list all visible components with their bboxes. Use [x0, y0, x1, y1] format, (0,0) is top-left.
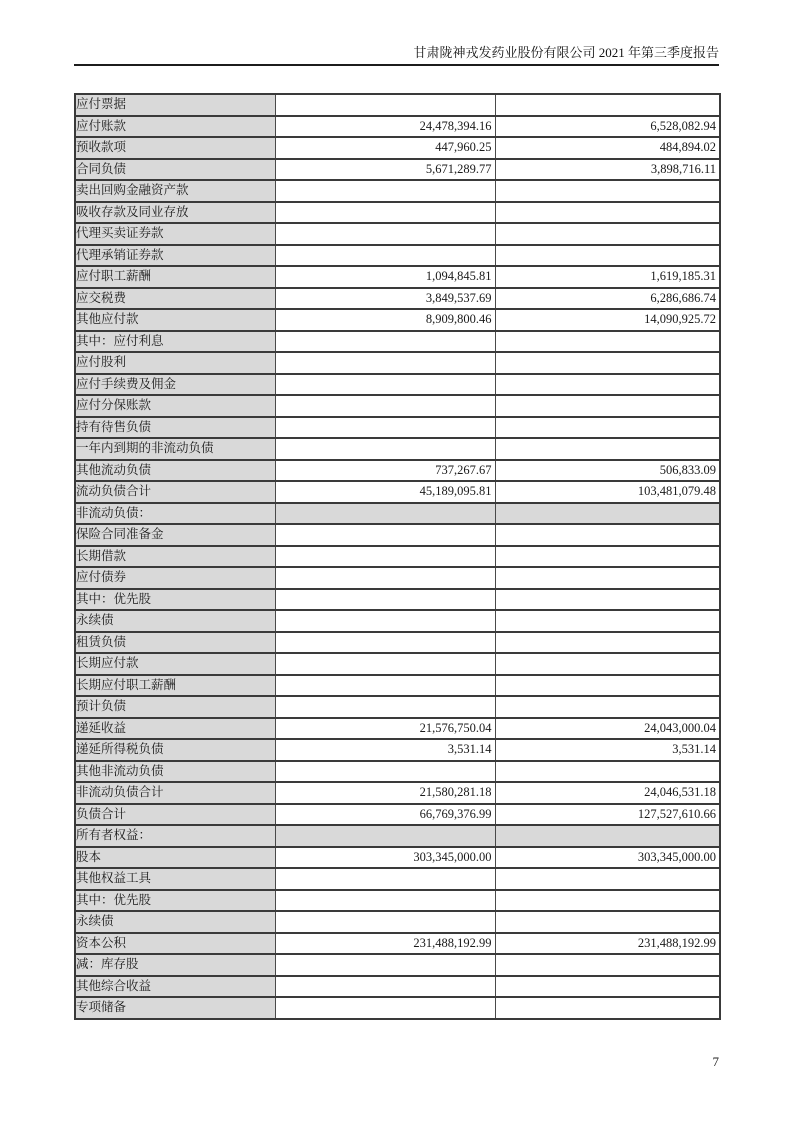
table-row: [75, 159, 720, 181]
row-label: 递延收益: [75, 718, 275, 740]
row-label: 负债合计: [75, 804, 275, 826]
value-cell-col2: [495, 610, 720, 632]
value-cell-col2: 1,619,185.31: [495, 266, 720, 288]
value-cell-col2: 14,090,925.72: [495, 309, 720, 331]
value-cell-col1: [275, 653, 495, 675]
value-cell-col2: 24,043,000.04: [495, 718, 720, 740]
table-row: [75, 524, 720, 546]
value-cell-col2: [495, 546, 720, 568]
value-cell-col1: [275, 223, 495, 245]
value-cell-col2: 6,528,082.94: [495, 116, 720, 138]
value-cell-col1: [275, 374, 495, 396]
table-row: [75, 610, 720, 632]
value-cell-col1: [275, 395, 495, 417]
value-cell-col1: [275, 589, 495, 611]
value-cell-col1: [275, 976, 495, 998]
row-label: 应付职工薪酬: [75, 266, 275, 288]
table-row: [75, 137, 720, 159]
value-cell-col2: [495, 395, 720, 417]
value-cell-col1: [275, 610, 495, 632]
table-row: [75, 395, 720, 417]
row-label: 其中：应付利息: [75, 331, 275, 353]
row-label: 减：库存股: [75, 954, 275, 976]
table-row: [75, 847, 720, 869]
value-cell-col2: 303,345,000.00: [495, 847, 720, 869]
table-row: [75, 417, 720, 439]
table-row: [75, 331, 720, 353]
row-label: 其他权益工具: [75, 868, 275, 890]
value-cell-col1: [275, 567, 495, 589]
value-cell-col1: [275, 180, 495, 202]
row-label: 长期应付职工薪酬: [75, 675, 275, 697]
value-cell-col1: [275, 331, 495, 353]
value-cell-col2: [495, 438, 720, 460]
value-cell-col1: 66,769,376.99: [275, 804, 495, 826]
row-label: 永续债: [75, 911, 275, 933]
value-cell-col1: 8,909,800.46: [275, 309, 495, 331]
table-row: [75, 954, 720, 976]
value-cell-col2: [495, 374, 720, 396]
table-row: [75, 868, 720, 890]
row-label: 保险合同准备金: [75, 524, 275, 546]
value-cell-col1: 447,960.25: [275, 137, 495, 159]
row-label: 资本公积: [75, 933, 275, 955]
value-cell-col1: [275, 696, 495, 718]
table-row: [75, 589, 720, 611]
table-row: [75, 976, 720, 998]
row-label: 应付股利: [75, 352, 275, 374]
row-label: 永续债: [75, 610, 275, 632]
value-cell-col2: [495, 868, 720, 890]
value-cell-col2: [495, 331, 720, 353]
value-cell-col1: [275, 503, 495, 525]
value-cell-col1: 21,576,750.04: [275, 718, 495, 740]
row-label: 长期应付款: [75, 653, 275, 675]
value-cell-col2: [495, 202, 720, 224]
value-cell-col1: [275, 890, 495, 912]
table-row: [75, 309, 720, 331]
value-cell-col1: [275, 825, 495, 847]
value-cell-col2: [495, 890, 720, 912]
value-cell-col1: 3,531.14: [275, 739, 495, 761]
row-label: 流动负债合计: [75, 481, 275, 503]
row-label: 应交税费: [75, 288, 275, 310]
table-row: [75, 352, 720, 374]
value-cell-col1: [275, 868, 495, 890]
row-label: 卖出回购金融资产款: [75, 180, 275, 202]
value-cell-col1: [275, 632, 495, 654]
value-cell-col2: [495, 976, 720, 998]
value-cell-col1: 21,580,281.18: [275, 782, 495, 804]
table-row: [75, 94, 720, 116]
table-row: [75, 632, 720, 654]
value-cell-col2: [495, 94, 720, 116]
value-cell-col2: 24,046,531.18: [495, 782, 720, 804]
table-row: [75, 288, 720, 310]
row-label: 预收款项: [75, 137, 275, 159]
table-row: [75, 567, 720, 589]
table-row: [75, 202, 720, 224]
table-row: [75, 180, 720, 202]
value-cell-col2: [495, 761, 720, 783]
value-cell-col2: 231,488,192.99: [495, 933, 720, 955]
table-row: [75, 223, 720, 245]
row-label: 非流动负债合计: [75, 782, 275, 804]
value-cell-col1: [275, 546, 495, 568]
value-cell-col1: [275, 352, 495, 374]
value-cell-col2: [495, 503, 720, 525]
value-cell-col2: [495, 567, 720, 589]
row-label: 持有待售负债: [75, 417, 275, 439]
value-cell-col2: 3,531.14: [495, 739, 720, 761]
value-cell-col2: [495, 911, 720, 933]
balance-sheet-table: [74, 93, 721, 1020]
row-label: 其他综合收益: [75, 976, 275, 998]
row-label: 一年内到期的非流动负债: [75, 438, 275, 460]
value-cell-col1: [275, 997, 495, 1019]
value-cell-col1: [275, 438, 495, 460]
table-row: [75, 782, 720, 804]
value-cell-col2: [495, 417, 720, 439]
table-row: [75, 718, 720, 740]
table-row: [75, 460, 720, 482]
value-cell-col1: 737,267.67: [275, 460, 495, 482]
row-label: 非流动负债：: [75, 503, 275, 525]
value-cell-col2: 103,481,079.48: [495, 481, 720, 503]
table-row: [75, 438, 720, 460]
row-label: 股本: [75, 847, 275, 869]
value-cell-col2: [495, 589, 720, 611]
row-label: 代理买卖证券款: [75, 223, 275, 245]
value-cell-col1: [275, 245, 495, 267]
value-cell-col2: [495, 825, 720, 847]
value-cell-col2: [495, 352, 720, 374]
header-rule: [74, 64, 719, 66]
table-row: [75, 503, 720, 525]
value-cell-col1: [275, 202, 495, 224]
balance-sheet-rows: [75, 94, 720, 1019]
table-row: [75, 546, 720, 568]
value-cell-col2: [495, 223, 720, 245]
table-row: [75, 890, 720, 912]
table-row: [75, 245, 720, 267]
row-label: 应付分保账款: [75, 395, 275, 417]
row-label: 专项储备: [75, 997, 275, 1019]
value-cell-col2: [495, 245, 720, 267]
value-cell-col2: [495, 954, 720, 976]
table-row: [75, 374, 720, 396]
value-cell-col1: 5,671,289.77: [275, 159, 495, 181]
row-label: 应付票据: [75, 94, 275, 116]
row-label: 其中：优先股: [75, 589, 275, 611]
value-cell-col1: [275, 524, 495, 546]
value-cell-col2: [495, 997, 720, 1019]
row-label: 代理承销证券款: [75, 245, 275, 267]
table-row: [75, 933, 720, 955]
table-row: [75, 116, 720, 138]
row-label: 合同负债: [75, 159, 275, 181]
row-label: 所有者权益：: [75, 825, 275, 847]
value-cell-col1: 303,345,000.00: [275, 847, 495, 869]
value-cell-col1: [275, 417, 495, 439]
row-label: 长期借款: [75, 546, 275, 568]
value-cell-col1: [275, 761, 495, 783]
value-cell-col1: [275, 954, 495, 976]
table-row: [75, 997, 720, 1019]
table-row: [75, 804, 720, 826]
value-cell-col2: 484,894.02: [495, 137, 720, 159]
row-label: 吸收存款及同业存放: [75, 202, 275, 224]
table-row: [75, 675, 720, 697]
value-cell-col2: 506,833.09: [495, 460, 720, 482]
value-cell-col1: 24,478,394.16: [275, 116, 495, 138]
value-cell-col2: [495, 653, 720, 675]
value-cell-col1: [275, 94, 495, 116]
table-row: [75, 696, 720, 718]
row-label: 其中：优先股: [75, 890, 275, 912]
table-row: [75, 825, 720, 847]
value-cell-col2: [495, 524, 720, 546]
row-label: 其他流动负债: [75, 460, 275, 482]
table-row: [75, 653, 720, 675]
value-cell-col1: 3,849,537.69: [275, 288, 495, 310]
row-label: 应付债券: [75, 567, 275, 589]
report-title: 甘肃陇神戎发药业股份有限公司 2021 年第三季度报告: [413, 45, 719, 60]
table-row: [75, 739, 720, 761]
value-cell-col1: [275, 911, 495, 933]
value-cell-col2: [495, 696, 720, 718]
row-label: 应付账款: [75, 116, 275, 138]
table-row: [75, 761, 720, 783]
value-cell-col2: [495, 675, 720, 697]
value-cell-col1: 45,189,095.81: [275, 481, 495, 503]
value-cell-col1: 1,094,845.81: [275, 266, 495, 288]
value-cell-col1: [275, 675, 495, 697]
row-label: 递延所得税负债: [75, 739, 275, 761]
table-row: [75, 911, 720, 933]
row-label: 其他应付款: [75, 309, 275, 331]
value-cell-col2: 3,898,716.11: [495, 159, 720, 181]
value-cell-col1: 231,488,192.99: [275, 933, 495, 955]
value-cell-col2: [495, 632, 720, 654]
value-cell-col2: 6,286,686.74: [495, 288, 720, 310]
value-cell-col2: [495, 180, 720, 202]
page-header: [74, 45, 719, 61]
row-label: 预计负债: [75, 696, 275, 718]
row-label: 其他非流动负债: [75, 761, 275, 783]
table-row: [75, 481, 720, 503]
row-label: 应付手续费及佣金: [75, 374, 275, 396]
table-row: [75, 266, 720, 288]
value-cell-col2: 127,527,610.66: [495, 804, 720, 826]
row-label: 租赁负债: [75, 632, 275, 654]
page-number: 7: [712, 1054, 719, 1069]
